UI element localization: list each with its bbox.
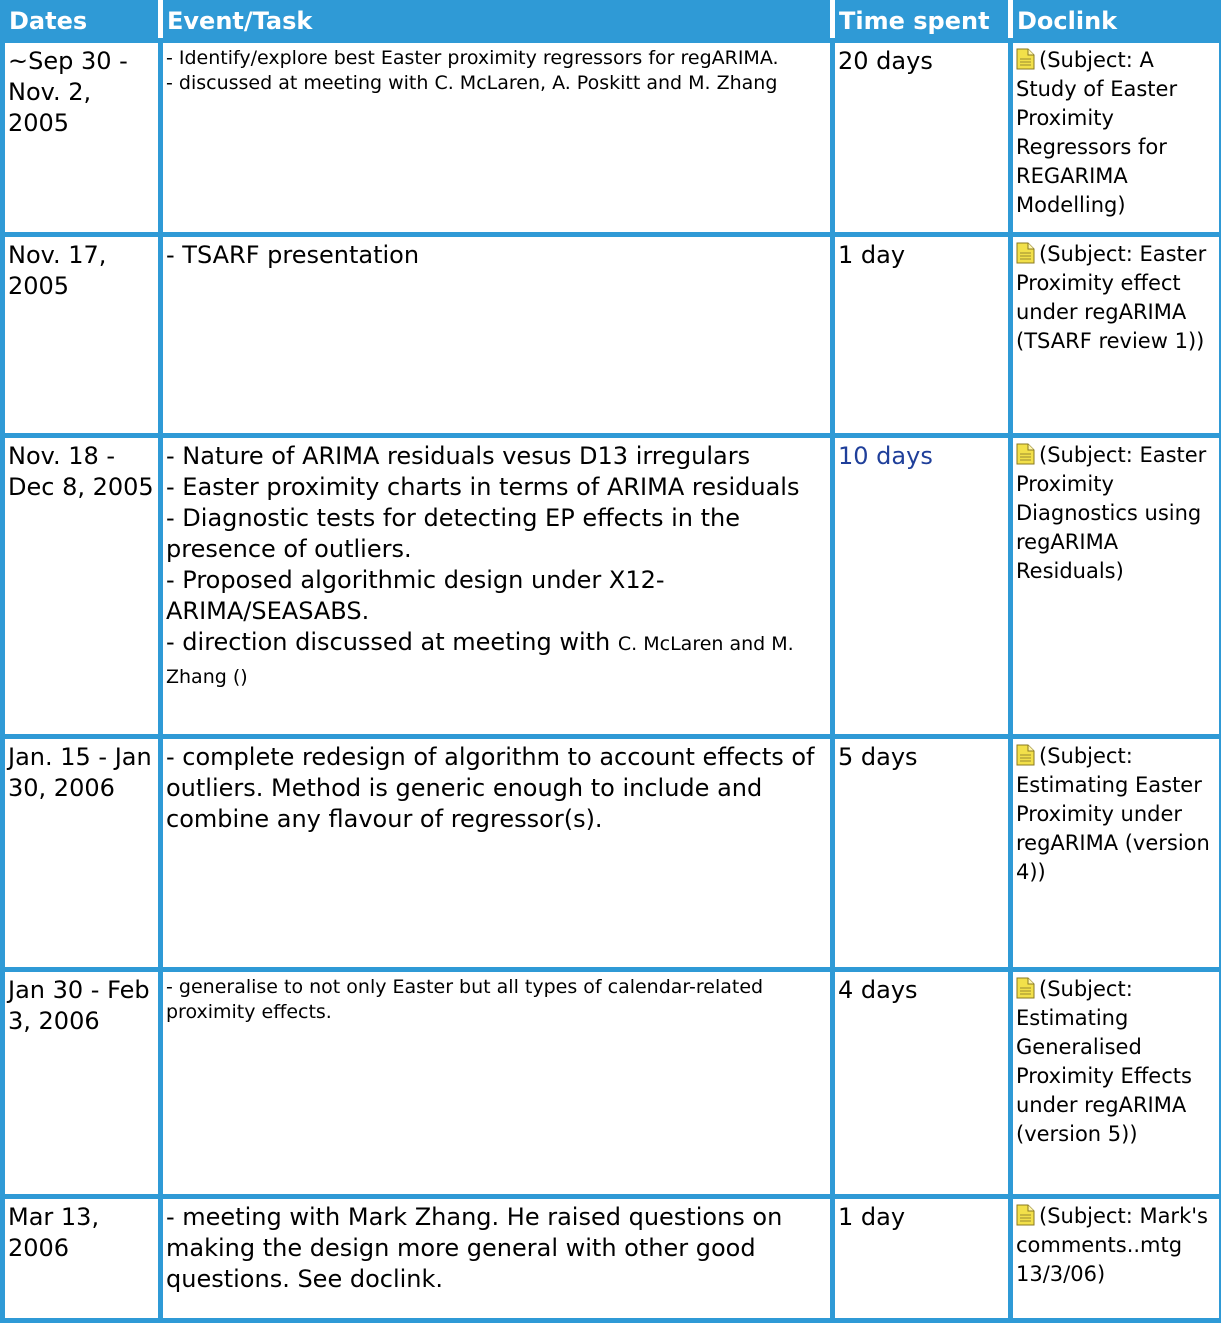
event-line: - Proposed algorithmic design under X12-ARIMA/SEASABS. <box>166 565 826 627</box>
doclink-cell[interactable] <box>1011 41 1221 235</box>
event-line: - Nature of ARIMA residuals vesus D13 irregulars <box>166 441 826 472</box>
time-spent-cell: 1 day <box>833 1197 1011 1321</box>
date-cell: Nov. 17, 2005 <box>3 235 161 436</box>
event-line: - Identify/explore best Easter proximity regressors for regARIMA. <box>166 46 826 71</box>
event-cell <box>161 41 833 235</box>
event-cell <box>161 436 833 737</box>
table-row <box>3 235 1221 436</box>
doclink-cell[interactable] <box>1011 235 1221 436</box>
header-doclink: Doclink <box>1011 3 1221 41</box>
doclink-text[interactable]: (Subject: Easter Proximity Diagnostics using regARIMA Residuals) <box>1016 443 1206 583</box>
document-icon[interactable] <box>1016 443 1035 465</box>
doclink-cell[interactable] <box>1011 737 1221 970</box>
event-line <box>166 627 826 693</box>
event-line: - discussed at meeting with C. McLaren, A. Poskitt and M. Zhang <box>166 71 826 96</box>
document-icon[interactable] <box>1016 242 1035 264</box>
time-spent-cell: 4 days <box>833 970 1011 1197</box>
document-icon[interactable] <box>1016 1204 1035 1226</box>
table-row <box>3 1197 1221 1321</box>
document-icon[interactable] <box>1016 977 1035 999</box>
date-cell: Nov. 18 - Dec 8, 2005 <box>3 436 161 737</box>
event-line: - TSARF presentation <box>166 240 826 271</box>
doclink-text[interactable]: (Subject: Estimating Generalised Proximity Effects under regARIMA (version 5)) <box>1016 977 1192 1146</box>
event-line: - Easter proximity charts in terms of ARIMA residuals <box>166 472 826 503</box>
document-icon[interactable] <box>1016 48 1035 70</box>
event-line: - meeting with Mark Zhang. He raised questions on making the design more general with other good questions. See doclink. <box>166 1202 826 1295</box>
header-row <box>3 3 1221 41</box>
header-time-spent: Time spent <box>833 3 1011 41</box>
event-line: - complete redesign of algorithm to account effects of outliers. Method is generic enough to include and combine any flavour of regressor(s). <box>166 742 826 835</box>
doclink-text[interactable]: (Subject: Estimating Easter Proximity under regARIMA (version 4)) <box>1016 744 1210 884</box>
header-dates: Dates <box>3 3 161 41</box>
event-cell <box>161 970 833 1197</box>
table-row <box>3 436 1221 737</box>
table-row <box>3 970 1221 1197</box>
doclink-cell[interactable] <box>1011 436 1221 737</box>
date-cell: Mar 13, 2006 <box>3 1197 161 1321</box>
time-spent-cell: 5 days <box>833 737 1011 970</box>
table-row <box>3 41 1221 235</box>
document-icon[interactable] <box>1016 744 1035 766</box>
doclink-cell[interactable] <box>1011 970 1221 1197</box>
date-cell: ~Sep 30 - Nov. 2, 2005 <box>3 41 161 235</box>
doclink-text[interactable]: (Subject: Mark's comments..mtg 13/3/06) <box>1016 1204 1208 1286</box>
date-cell: Jan. 15 - Jan 30, 2006 <box>3 737 161 970</box>
doclink-text[interactable]: (Subject: Easter Proximity effect under regARIMA (TSARF review 1)) <box>1016 242 1206 353</box>
doclink-cell[interactable] <box>1011 1197 1221 1321</box>
event-line-text: - direction discussed at meeting with <box>166 628 618 656</box>
time-spent-cell[interactable]: 10 days <box>833 436 1011 737</box>
event-line: - Diagnostic tests for detecting EP effects in the presence of outliers. <box>166 503 826 565</box>
event-cell <box>161 235 833 436</box>
header-event-task: Event/Task <box>161 3 833 41</box>
event-line-small-text: C. McLaren and M. Zhang () <box>166 633 794 688</box>
time-spent-cell: 20 days <box>833 41 1011 235</box>
time-spent-cell: 1 day <box>833 235 1011 436</box>
event-cell <box>161 737 833 970</box>
table-row <box>3 737 1221 970</box>
event-cell <box>161 1197 833 1321</box>
date-cell: Jan 30 - Feb 3, 2006 <box>3 970 161 1197</box>
doclink-text[interactable]: (Subject: A Study of Easter Proximity Regressors for REGARIMA Modelling) <box>1016 48 1177 217</box>
event-line: - generalise to not only Easter but all types of calendar-related proximity effects. <box>166 975 826 1025</box>
